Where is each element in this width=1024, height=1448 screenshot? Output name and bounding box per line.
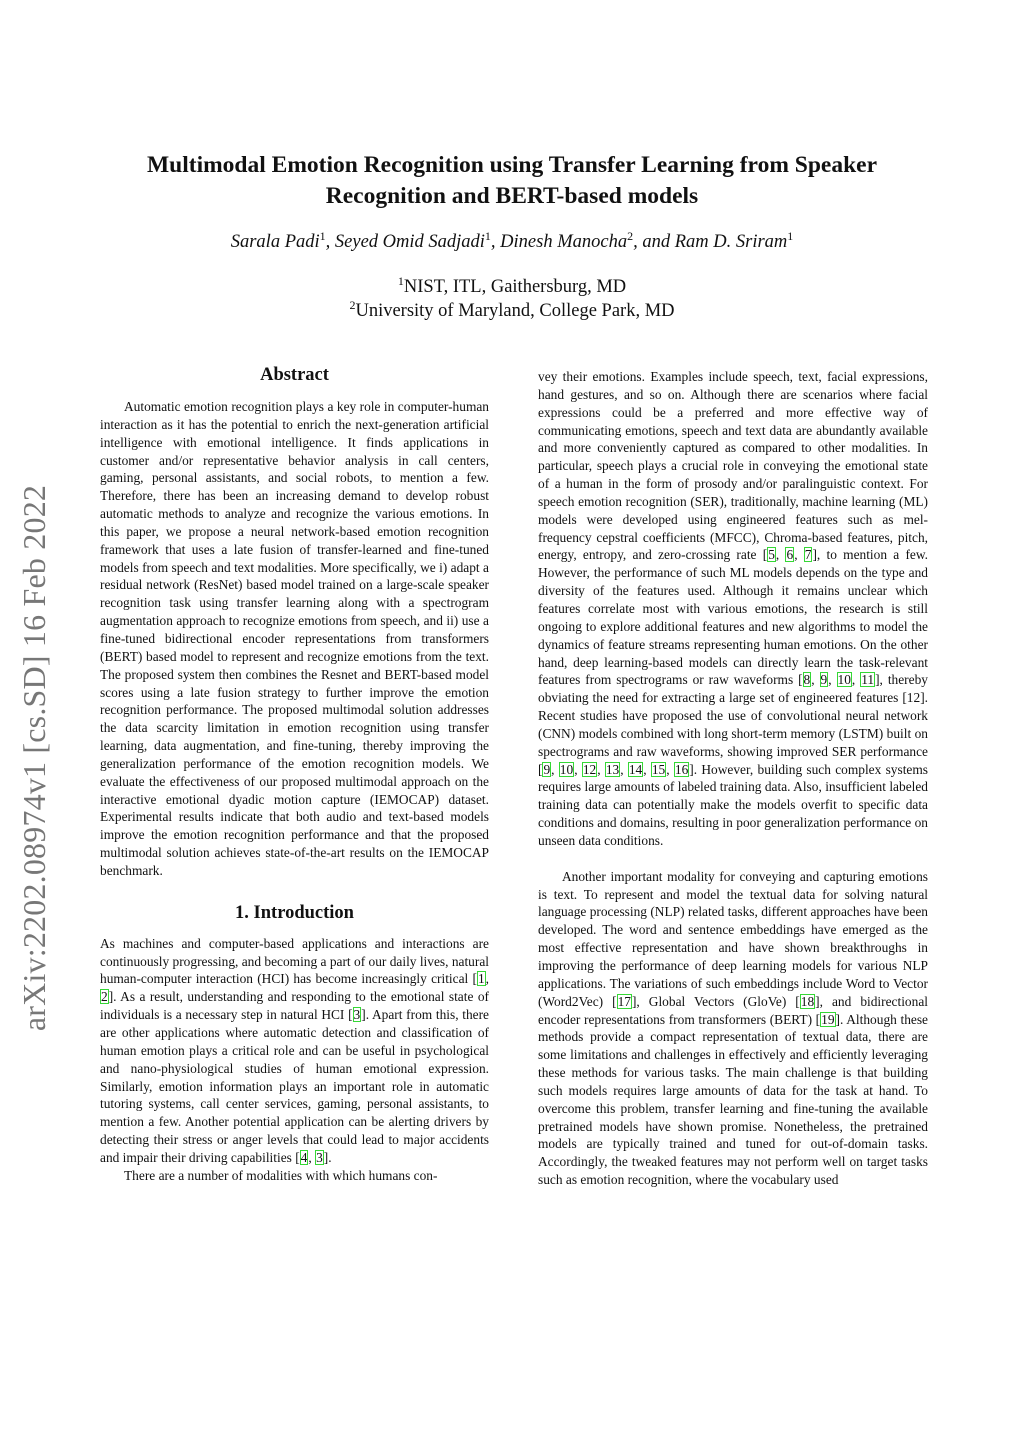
citation-link[interactable]: 3: [353, 1007, 361, 1023]
citation-link[interactable]: 9: [543, 761, 551, 777]
citation-link[interactable]: 11: [861, 672, 875, 688]
abstract-heading: Abstract: [260, 365, 329, 385]
author-affiliation-mark: 1: [787, 229, 794, 243]
introduction-heading: 1. Introduction: [235, 902, 354, 923]
author-affiliation-mark: 1: [484, 229, 491, 243]
author-name: Sarala Padi: [230, 232, 320, 252]
affiliation-number: 1: [397, 274, 404, 288]
affiliations: [100, 275, 924, 323]
author-separator: ,: [490, 232, 501, 252]
citation-link[interactable]: 12: [582, 761, 597, 777]
citation-link[interactable]: 19: [821, 1011, 835, 1027]
intro-paragraph-2-start: There are a number of modalities with which humans con-: [124, 1167, 438, 1183]
citation-link[interactable]: 5: [768, 547, 775, 563]
citation-link[interactable]: 10: [837, 672, 851, 688]
intro-paragraph-3: Another important modality for conveying and capturing emotions is text. To represent and model the textual data for solving natural language processing (NLP) related tasks, different approaches have been developed. The word and sentence embeddings have emerged as the most effective representation and have shown breakthroughs in improving the performance of deep learning models for various NLP applications. The variations of such embeddings include Word to Vector (Word2Vec) [17], Global Vectors (GloVe) [18], and bidirectional encoder representations from transformers (BERT) [19]. Although these methods provide a compact representation of textual data, there are some limitations and challenges in effectively and efficiently leveraging these methods for various tasks. The main challenge is that building such models requires large amounts of data for the task at hand. To overcome this problem, transfer learning and fine-tuning the available pretrained models have shown promise. Nonetheless, the pretrained models are typically trained and tuned for out-of-domain tasks. Accordingly, the tweaked features may not perform well on target tasks such as emotion recognition, where the vocabulary used: [538, 868, 928, 1188]
title-line-2: Recognition and BERT-based models: [325, 183, 699, 209]
intro-paragraph-2-continued: vey their emotions. Examples include speech, text, facial expressions, hand gestures, and so on. Although there are scenarios where facial expressions could be a preferred and more effective way of communicating emotions, speech and text data are abundantly available and more conveniently captured as compared to other modalities. In particular, speech plays a crucial role in conveying the emotional state of a human in the form of prosody and/or paralinguistic context. For speech emotion recognition (SER), traditionally, machine learning (ML) models were developed using engineered features such as mel-frequency cepstral coefficients (MFCC), Chroma-based features, pitch, energy, entropy, and zero-crossing rate [5, 6, 7], to mention a few. However, the performance of such ML models depends on the type and diversity of the features used. Although it remains unclear which features correlate most with various emotions, the research is still ongoing to explore additional features and new algorithms to model the dynamics of feature streams representing human emotions. On the other hand, deep learning-based models can directly learn the task-relevant features from spectrograms or raw waveforms [8, 9, 10, 11], thereby obviating the need for extracting a large set of engineered features [12]. Recent studies have proposed the use of convolutional neural network (CNN) models combined with long short-term memory (LSTM) built on spectrograms and raw waveforms, showing improved SER performance [9, 10, 12, 13, 14, 15, 16]. However, building such complex systems requires large amounts of labeled training data. Also, insufficient labeled training data can potentially make the models overfit to specific data conditions and domains, resulting in poor generalization performance on unseen data conditions.: [538, 369, 929, 848]
affiliation-line: [100, 275, 924, 299]
author-affiliation-mark: 2: [627, 229, 634, 243]
citation-link[interactable]: 7: [804, 547, 812, 563]
citation-link[interactable]: 9: [820, 672, 828, 688]
citation-link[interactable]: 3: [316, 1149, 323, 1165]
affiliation-number: 2: [349, 298, 356, 312]
author-separator: ,: [325, 232, 335, 252]
affiliation-line: [100, 299, 924, 323]
intro-paragraph-1: As machines and computer-based applications and interactions are continuously progressing, and becoming a part of our daily lives, natural human-computer interaction (HCI) has become increasingly critical [1, 2]. As a result, understanding and responding to the emotional state of individuals is a necessary step in natural HCI [3]. Apart from this, there are other applications where automatic detection and classification of human emotion plays a critical role and can be useful in psychological and nano-physiological studies of human emotional expression. Similarly, emotion information plays an important role in automatic tutoring systems, call center services, gaming, personal assistants, to mention a few. Another potential application can be alerting drivers by detecting their stress or anger levels that could lead to major accidents and impair their driving capabilities [4, 3].: [100, 935, 490, 1165]
citation-link[interactable]: 4: [300, 1149, 308, 1165]
author-name: Ram D. Sriram: [674, 232, 788, 252]
title-line-1: Multimodal Emotion Recognition using Transfer Learning from Speaker: [146, 152, 878, 178]
left-column: [100, 362, 489, 1185]
citation-link[interactable]: 10: [559, 761, 574, 777]
author-affiliation-mark: 1: [319, 229, 326, 243]
citation-link[interactable]: 1: [477, 971, 485, 987]
right-column: [538, 368, 928, 1189]
paper-title: [100, 150, 924, 212]
citation-link[interactable]: 6: [786, 547, 794, 563]
abstract-text: Automatic emotion recognition plays a key role in computer-human interaction as it has the potential to enrich the next-generation artificial intelligence with emotional intelligence. It finds applications in customer and/or representative behavior analysis in call centers, gaming, personal assistants, and social robots, to mention a few. Therefore, there has been an increasing demand to develop robust automatic methods to analyze and recognize the various emotions. In this paper, we propose a neural network-based emotion recognition framework that uses a late fusion of transfer-learned and fine-tuned models from speech and text modalities. More specifically, we i) adapt a residual network (ResNet) based model trained on a large-scale speaker recognition task using transfer learning along with a spectrogram augmentation approach to recognize emotions from speech, and ii) use a fine-tuned bidirectional encoder representations from transformers (BERT) based model to represent and recognize emotions from the text. The proposed system then combines the Resnet and BERT-based model scores using a late fusion strategy to further improve the emotion recognition performance. The proposed multimodal solution addresses the data scarcity limitation in emotion recognition using transfer learning, data augmentation, and fine-tuning, thereby improving the generalization performance of the emotion recognition models. We evaluate the effectiveness of our proposed multimodal approach on the interactive emotional dyadic motion capture (IEMOCAP) dataset. Experimental results indicate that both audio and text-based models improve the emotion recognition performance and that the proposed multimodal solution achieves state-of-the-art results on the IEMOCAP benchmark.: [100, 399, 489, 878]
arxiv-sidebar-stamp: arXiv:2202.08974v1 [cs.SD] 16 Feb 2022: [16, 484, 52, 1032]
author-separator: , and: [633, 232, 675, 252]
author-name: Seyed Omid Sadjadi: [334, 232, 485, 252]
affiliation-text: NIST, ITL, Gaithersburg, MD: [403, 277, 627, 297]
citation-link[interactable]: 13: [605, 761, 620, 777]
citation-link[interactable]: 18: [800, 993, 815, 1009]
affiliation-text: University of Maryland, College Park, MD: [355, 301, 675, 321]
citation-link[interactable]: 14: [628, 761, 643, 777]
citation-link[interactable]: 16: [674, 761, 689, 777]
citation-link[interactable]: 8: [803, 672, 811, 688]
citation-link[interactable]: 15: [651, 761, 666, 777]
citation-link[interactable]: 17: [617, 993, 631, 1009]
author-list: [100, 229, 924, 255]
citation-link[interactable]: 2: [101, 989, 108, 1005]
author-name: Dinesh Manocha: [500, 232, 628, 252]
